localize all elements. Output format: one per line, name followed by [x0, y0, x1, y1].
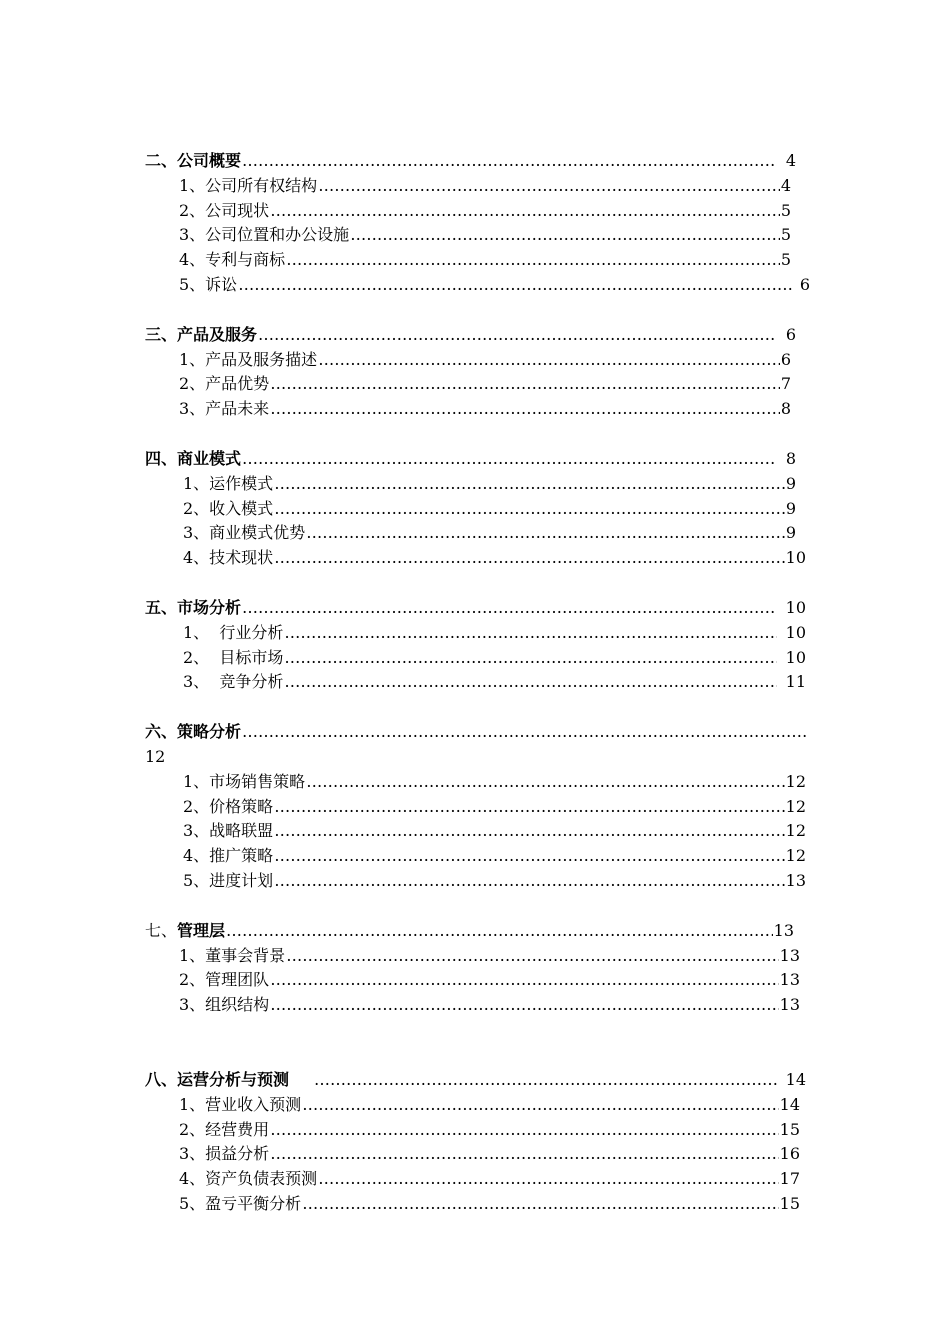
toc-page-number: 12 [785, 846, 806, 866]
toc-section-5 [145, 596, 810, 695]
toc-heading-title: 六、策略分析 [145, 722, 242, 742]
toc-page-number: 9 [785, 473, 796, 493]
leader-dots [270, 993, 778, 1018]
toc-page-number: 9 [785, 498, 796, 518]
toc-entry[interactable] [145, 546, 810, 571]
leader-dots [274, 546, 784, 571]
leader-dots [318, 348, 780, 373]
toc-section-2 [145, 149, 810, 298]
toc-page-number: 14 [779, 1094, 800, 1114]
toc-entry-label: 1、公司所有权结构 [179, 175, 318, 195]
leader-dots [284, 670, 776, 695]
toc-page-number: 13 [779, 970, 800, 990]
toc-entry-label: 4、专利与商标 [179, 250, 286, 270]
toc-entry-label: 2、产品优势 [179, 374, 270, 394]
leader-dots [274, 869, 784, 894]
leader-dots [270, 1142, 778, 1167]
toc-heading-title: 五、市场分析 [145, 597, 242, 617]
toc-page-number: 15 [779, 1193, 800, 1213]
toc-section-8 [145, 1068, 810, 1217]
leader-dots [274, 497, 785, 522]
toc-entry-label: 1、董事会背景 [179, 945, 286, 965]
leader-dots [270, 968, 778, 993]
toc-heading[interactable] [145, 720, 810, 745]
toc-page-number: 14 [785, 1069, 806, 1089]
toc-entry[interactable] [145, 199, 810, 224]
toc-entry[interactable] [145, 1118, 810, 1143]
toc-page-number: 15 [779, 1119, 800, 1139]
toc-page-number: 12 [785, 771, 806, 791]
toc-page-number: 13 [779, 995, 800, 1015]
toc-page-number: 10 [785, 622, 806, 642]
leader-dots [306, 521, 785, 546]
toc-page-number: 17 [779, 1169, 800, 1189]
toc-entry[interactable] [145, 1093, 810, 1118]
toc-page-number: 8 [785, 448, 796, 468]
toc-heading[interactable] [145, 1068, 810, 1093]
leader-dots [238, 273, 793, 298]
toc-section-6 [145, 720, 810, 894]
toc-entry-label: 1、产品及服务描述 [179, 349, 318, 369]
toc-entry-label: 2、收入模式 [183, 498, 274, 518]
toc-entry-label: 2、价格策略 [183, 796, 274, 816]
leader-dots [284, 621, 776, 646]
leader-dots [284, 646, 776, 671]
leader-dots [242, 149, 777, 174]
toc-page-number: 6 [785, 324, 796, 344]
toc-heading-title: 四、商业模式 [145, 448, 242, 468]
toc-heading[interactable] [145, 447, 810, 472]
table-of-contents [145, 149, 810, 1242]
toc-entry-label: 4、资产负债表预测 [179, 1169, 318, 1189]
toc-page-number: 5 [780, 225, 791, 245]
leader-dots [286, 248, 780, 273]
toc-entry[interactable] [145, 770, 810, 795]
toc-entry[interactable] [145, 944, 810, 969]
leader-dots [258, 323, 777, 348]
toc-entry-label: 1、运作模式 [183, 473, 274, 493]
toc-page-number: 13 [785, 870, 806, 890]
toc-entry-label: 2、经营费用 [179, 1119, 270, 1139]
toc-heading-title: 三、产品及服务 [145, 324, 258, 344]
toc-entry-label: 5、诉讼 [179, 274, 238, 294]
toc-entry[interactable] [145, 621, 810, 646]
toc-page-number: 5 [780, 250, 791, 270]
toc-page-number: 4 [780, 175, 791, 195]
toc-page-number: 8 [780, 399, 791, 419]
toc-heading[interactable] [145, 323, 810, 348]
toc-page-number: 13 [773, 920, 794, 940]
toc-entry-label: 2、公司现状 [179, 200, 270, 220]
leader-dots [314, 1068, 777, 1093]
toc-page-number: 10 [785, 647, 806, 667]
toc-entry[interactable] [145, 472, 810, 497]
leader-dots [274, 472, 785, 497]
toc-entry-label: 4、推广策略 [183, 846, 274, 866]
toc-entry-label: 1、市场销售策略 [183, 771, 306, 791]
toc-heading-prefix: 七、 [145, 920, 178, 940]
toc-entry-label: 3、商业模式优势 [183, 523, 306, 543]
leader-dots [286, 944, 778, 969]
toc-entry[interactable] [145, 819, 810, 844]
toc-page-number: 9 [785, 523, 796, 543]
toc-page-number: 12 [785, 821, 806, 841]
toc-page-number: 5 [780, 200, 791, 220]
leader-dots [274, 844, 784, 869]
toc-entry[interactable] [145, 844, 810, 869]
toc-entry[interactable] [145, 397, 810, 422]
toc-entry-label: 3、产品未来 [179, 399, 270, 419]
toc-entry-label: 3、损益分析 [179, 1144, 270, 1164]
toc-entry-label: 2、 目标市场 [183, 647, 284, 667]
toc-entry-label: 5、盈亏平衡分析 [179, 1193, 302, 1213]
toc-entry[interactable] [145, 993, 810, 1018]
toc-heading[interactable] [145, 596, 810, 621]
toc-entry[interactable] [145, 521, 810, 546]
toc-page-number-wrapped: 12 [145, 746, 166, 766]
leader-dots [302, 1093, 778, 1118]
toc-page-number: 16 [779, 1144, 800, 1164]
leader-dots [306, 770, 784, 795]
toc-entry-label: 1、 行业分析 [183, 622, 284, 642]
leader-dots [270, 199, 780, 224]
toc-entry[interactable] [145, 1192, 810, 1217]
toc-entry[interactable] [145, 670, 810, 695]
leader-dots [318, 174, 780, 199]
leader-dots [318, 1167, 778, 1192]
toc-heading[interactable] [145, 149, 810, 174]
toc-entry-label: 4、技术现状 [183, 548, 274, 568]
toc-page-number: 13 [779, 945, 800, 965]
leader-dots [274, 795, 784, 820]
toc-entry[interactable] [145, 968, 810, 993]
toc-heading[interactable] [145, 919, 810, 944]
toc-section-3 [145, 323, 810, 422]
toc-heading-title: 管理层 [177, 920, 226, 940]
toc-entry[interactable] [145, 273, 810, 298]
leader-dots [242, 447, 777, 472]
leader-dots [274, 819, 784, 844]
leader-dots [302, 1192, 778, 1217]
toc-entry-label: 3、 竞争分析 [183, 672, 284, 692]
toc-page-number: 11 [785, 672, 806, 692]
toc-entry[interactable] [145, 869, 810, 894]
toc-page-number: 12 [785, 796, 806, 816]
leader-dots [242, 596, 777, 621]
toc-entry[interactable] [145, 1142, 810, 1167]
leader-dots [242, 720, 809, 745]
leader-dots [226, 919, 773, 944]
toc-page-number: 10 [785, 548, 806, 568]
toc-entry-label: 5、进度计划 [183, 870, 274, 890]
toc-page-number: 7 [780, 374, 791, 394]
toc-entry[interactable] [145, 1167, 810, 1192]
toc-entry-label: 2、管理团队 [179, 970, 270, 990]
toc-page-number: 6 [799, 274, 810, 294]
toc-page-number: 10 [785, 597, 806, 617]
leader-dots [270, 372, 780, 397]
toc-entry[interactable] [145, 795, 810, 820]
leader-dots [350, 223, 780, 248]
leader-dots [270, 1118, 778, 1143]
toc-section-7 [145, 919, 810, 1018]
toc-entry-label: 3、公司位置和办公设施 [179, 225, 350, 245]
toc-entry-label: 1、营业收入预测 [179, 1094, 302, 1114]
toc-heading-title: 八、运营分析与预测 [145, 1069, 290, 1089]
toc-entry[interactable] [145, 223, 810, 248]
toc-entry[interactable] [145, 497, 810, 522]
toc-entry[interactable] [145, 174, 810, 199]
toc-entry-label: 3、战略联盟 [183, 821, 274, 841]
toc-page-number: 6 [780, 349, 791, 369]
toc-entry[interactable] [145, 372, 810, 397]
toc-entry[interactable] [145, 248, 810, 273]
toc-heading-title: 二、公司概要 [145, 151, 242, 170]
toc-page-number: 4 [785, 151, 796, 170]
toc-section-4 [145, 447, 810, 571]
toc-entry-label: 3、组织结构 [179, 995, 270, 1015]
toc-entry[interactable] [145, 348, 810, 373]
toc-entry[interactable] [145, 646, 810, 671]
leader-dots [270, 397, 780, 422]
